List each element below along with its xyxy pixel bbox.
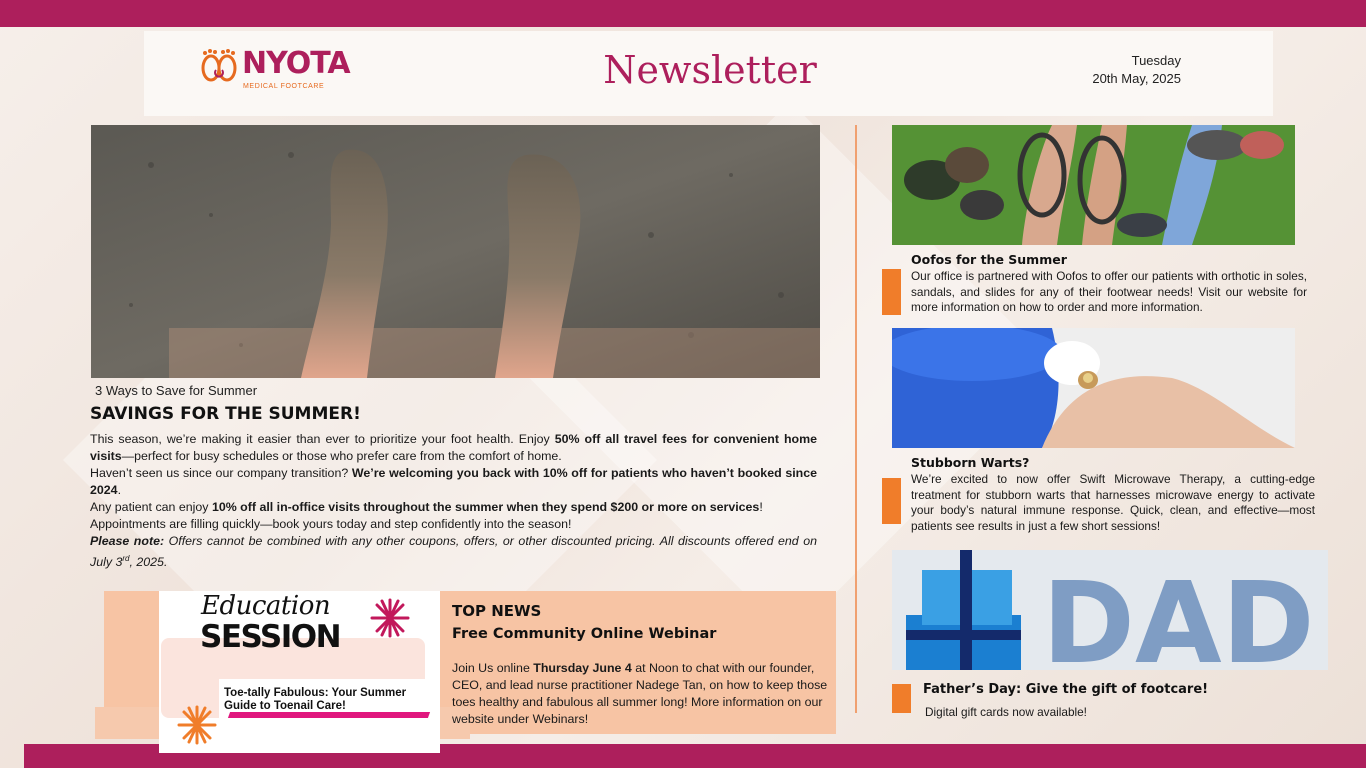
brand-logo xyxy=(200,46,350,96)
newsletter-title: Newsletter xyxy=(603,48,817,92)
paragraph-in-office xyxy=(90,499,817,516)
top-news-label: TOP NEWS xyxy=(452,602,542,620)
text: Haven’t seen us since our company transition? xyxy=(90,466,352,480)
issue-date xyxy=(1040,52,1181,88)
text: This season, we’re making it easier than ever to prioritize your foot health. Enjoy xyxy=(90,432,555,446)
paragraph-appointments: Appointments are filling quickly—book yours today and step confidently into the season! xyxy=(90,517,572,531)
sidebar-title-warts: Stubborn Warts? xyxy=(911,455,1030,470)
highlight-text: 50% off all travel fees for convenient home visits xyxy=(90,432,818,463)
sandals-on-grass-photo xyxy=(892,125,1295,245)
sidebar-title-fathers-day: Father’s Day: Give the gift of footcare! xyxy=(923,682,1209,697)
muddy-feet-photo xyxy=(91,125,820,378)
sidebar-title-oofos: Oofos for the Summer xyxy=(911,252,1067,267)
sidebar-body-oofos: Our office is partnered with Oofos to offer our patients with orthotic in soles, sandals, and slides for any of their footwear needs! Visit our website for more information on how to order and more information. xyxy=(911,269,1307,314)
issue-full-date: 20th May, 2025 xyxy=(1092,71,1181,86)
sidebar-body-warts: We’re excited to now offer Swift Microwave Therapy, a cutting-edge treatment for stubborn warts that harnesses microwave energy to activate your body’s natural immune response. Quick, clean, and effective—most patients see results in just a few short sessions! xyxy=(911,472,1315,533)
text: —perfect for busy schedules or those who prefer care from the comfort of home. xyxy=(121,449,562,463)
accent-bar xyxy=(892,684,911,713)
dad-letters: DAD xyxy=(1042,559,1315,670)
text: Join Us online xyxy=(452,661,534,675)
sidebar-body-fathers-day: Digital gift cards now available! xyxy=(925,705,1087,719)
top-bar xyxy=(0,0,1366,27)
sidebar-image xyxy=(892,125,1295,245)
starburst-icon xyxy=(175,703,219,747)
wart-treatment-photo xyxy=(892,328,1295,448)
text: at Noon to chat with our founder, CEO, and lead nurse practitioner Nadege Tan, on how to keep those toes healthy and fabulous all summer long! More information on our website under Webinars! xyxy=(452,661,828,726)
accent-bar xyxy=(882,478,901,524)
text: ! xyxy=(759,500,763,514)
education-script-title: Education xyxy=(201,591,331,621)
hero-caption: 3 Ways to Save for Summer xyxy=(95,383,258,398)
brand-tagline: MEDICAL FOOTCARE xyxy=(243,83,325,90)
paragraph-travel-fees xyxy=(90,431,817,465)
text: Any patient can enjoy xyxy=(90,500,212,514)
feet-logo-icon xyxy=(200,48,238,84)
text: , 2025. xyxy=(129,555,168,570)
session-title: SESSION xyxy=(200,619,341,655)
issue-weekday: Tuesday xyxy=(1131,53,1181,68)
sidebar-image xyxy=(892,328,1295,448)
sidebar-image xyxy=(892,550,1328,670)
main-headline: SAVINGS FOR THE SUMMER! xyxy=(90,404,361,424)
session-topic-text: Toe-tally Fabulous: Your Summer Guide to Toenail Care! xyxy=(224,687,407,712)
dad-gift-photo xyxy=(892,550,1328,670)
top-news-body xyxy=(452,660,837,728)
paragraph-welcome-back xyxy=(90,465,817,499)
hero-image xyxy=(91,125,820,378)
column-divider xyxy=(855,125,857,713)
text: Offers cannot be combined with any other coupons, offers, or other discounted pricing. All discounts offered end on July 3 xyxy=(90,534,817,570)
brand-name: NYOTA xyxy=(242,46,350,81)
text: rd xyxy=(122,554,130,563)
education-session-card xyxy=(159,591,440,753)
top-news-title: Free Community Online Webinar xyxy=(452,626,717,642)
text: . xyxy=(117,483,122,497)
highlight-text: 10% off all in-office visits throughout the summer when they spend $200 or more on services xyxy=(211,500,760,514)
event-date: Thursday June 4 xyxy=(533,661,632,675)
note-label: Please note: xyxy=(90,534,165,548)
main-article-body xyxy=(90,431,817,571)
highlight-text: We’re welcoming you back with 10% off for patients who haven’t booked since 2024 xyxy=(90,466,818,497)
paragraph-note xyxy=(90,533,817,571)
starburst-icon xyxy=(368,596,412,640)
accent-bar xyxy=(882,269,901,315)
